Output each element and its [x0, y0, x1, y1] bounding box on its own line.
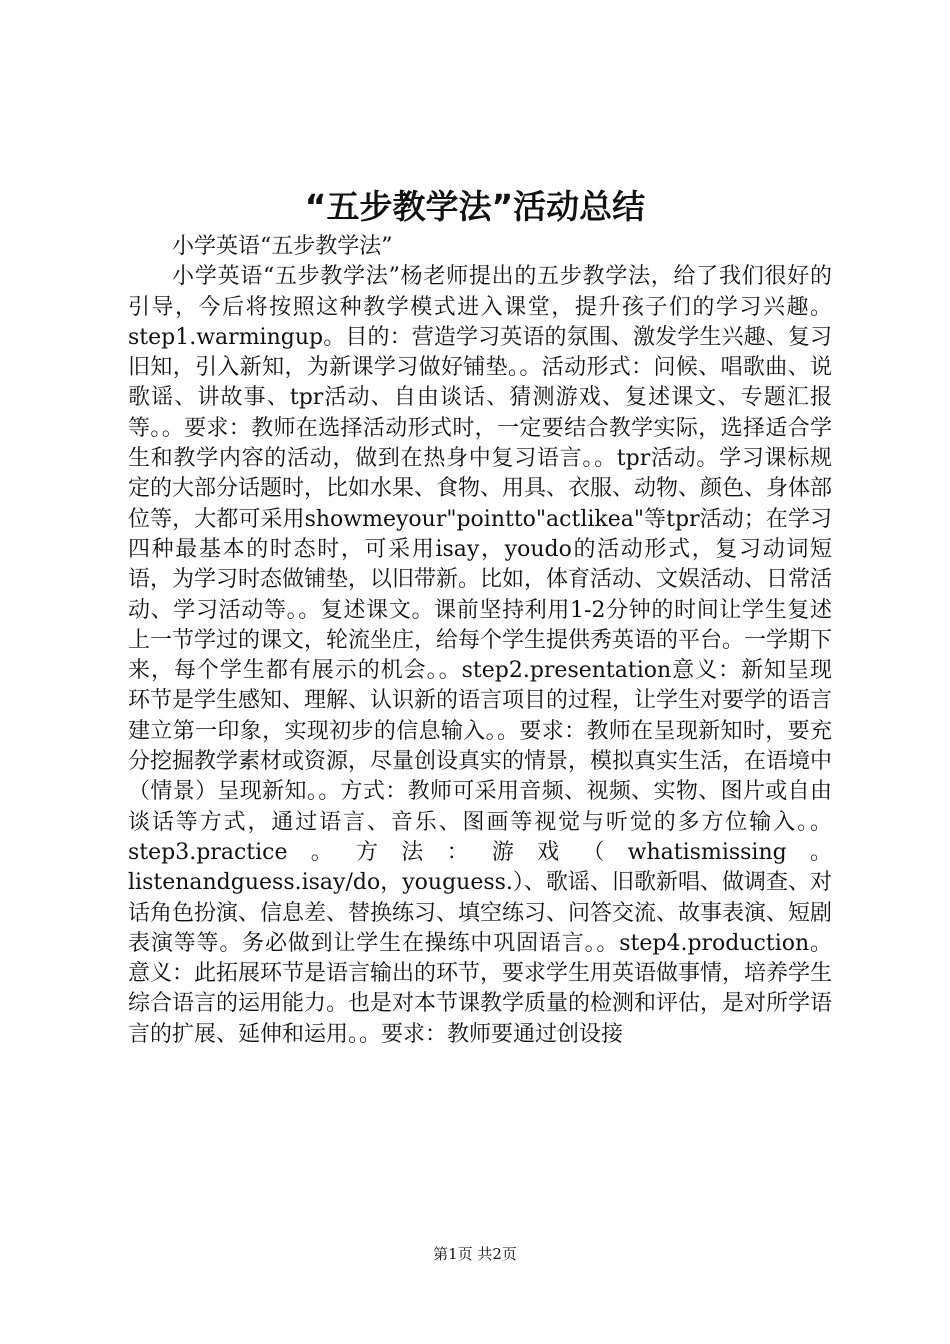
paragraph-main: 小学英语“五步教学法”杨老师提出的五步教学法，给了我们很好的引导，今后将按照这种教学模式进入课堂，提升孩子们的学习兴趣。step1.warmingup。目的：营造学习英语的氛围、激发学生兴趣、复习旧知，引入新知，为新课学习做好铺垫。。活动形式：问候、唱歌曲、说歌谣、讲故事、tpr活动、自由谈话、猜测游戏、复述课文、专题汇报等。。要求：教师在选择活动形式时，一定要结合教学实际，选择适合学生和教学内容的活动，做到在热身中复习语言。。tpr活动。学习课标规定的大部分话题时，比如水果、食物、用具、衣服、动物、颜色、身体部位等，大都可采用showmeyour"pointto"actlikea"等tpr活动；在学习四种最基本的时态时，可采用isay，youdo的活动形式，复习动词短语，为学习时态做铺垫，以旧带新。比如，体育活动、文娱活动、日常活动、学习活动等。。复述课文。课前坚持利用1-2分钟的时间让学生复述上一节学过的课文，轮流坐庄，给每个学生提供秀英语的平台。一学期下来，每个学生都有展示的机会。。step2.presentation意义：新知呈现环节是学生感知、理解、认识新的语言项目的过程，让学生对要学的语言建立第一印象，实现初步的信息输入。。要求：教师在呈现新知时，要充分挖掘教学素材或资源，尽量创设真实的情景，模拟真实生活，在语境中（情景）呈现新知。。方式：教师可采用音频、视频、实物、图片或自由谈话等方式，通过语言、音乐、图画等视觉与听觉的多方位输入。。step3.practice。方法：游戏（whatismissing。listenandguess.isay/do，youguess.）、歌谣、旧歌新唱、做调查、对话角色扮演、信息差、替换练习、填空练习、问答交流、故事表演、短剧表演等等。务必做到让学生在操练中巩固语言。。step4.production。意义：此拓展环节是语言输出的环节，要求学生用英语做事情，培养学生综合语言的运用能力。也是对本节课教学质量的检测和评估，是对所学语言的扩展、延伸和运用。。要求：教师要通过创设接	[128, 264, 833, 1047]
paragraph-subtitle: 小学英语“五步教学法”	[172, 234, 393, 259]
page-footer: 第1页 共2页	[433, 1245, 517, 1263]
document-body	[128, 232, 832, 1050]
document-title: “五步教学法”活动总结	[304, 187, 646, 226]
